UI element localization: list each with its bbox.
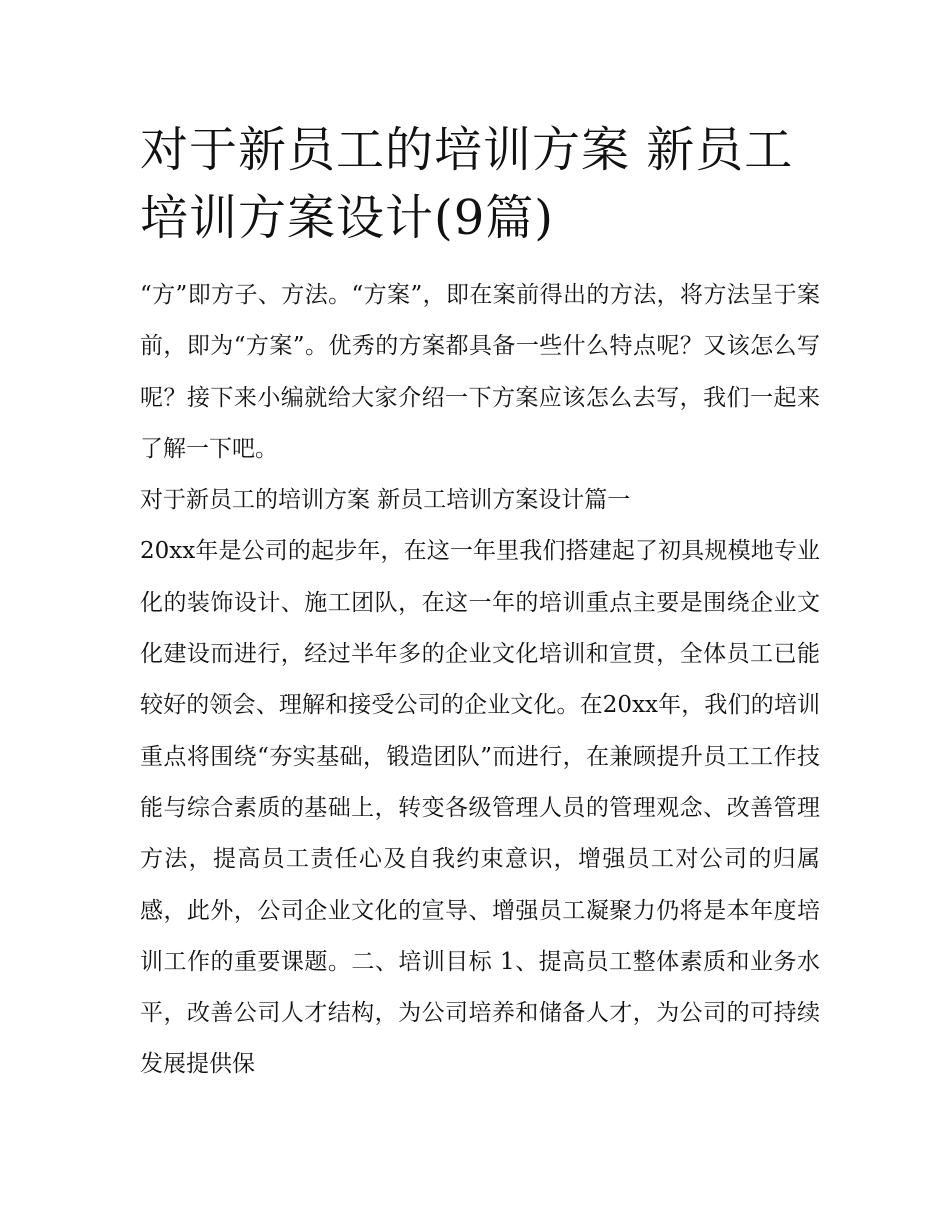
document-content <box>140 116 820 1091</box>
intro-paragraph: “方”即方子、方法。“方案”，即在案前得出的方法，将方法呈于案前，即为“方案”。优秀的方案都具备一些什么特点呢？又该怎么写呢？接下来小编就给大家介绍一下方案应该怎么去写，我们一起来了解一下吧。 <box>140 282 820 462</box>
document-title: 对于新员工的培训方案 新员工培训方案设计(9篇) <box>140 122 794 246</box>
body-paragraph: 20xx年是公司的起步年，在这一年里我们搭建起了初具规模地专业化的装饰设计、施工团队，在这一年的培训重点主要是围绕企业文化建设而进行，经过半年多的企业文化培训和宣贯，全体员工已能较好的领会、理解和接受公司的企业文化。在20xx年，我们的培训重点将围绕“夯实基础，锻造团队”而进行，在兼顾提升员工工作技能与综合素质的基础上，转变各级管理人员的管理观念、改善管理方法，提高员工责任心及自我约束意识，增强员工对公司的归属感，此外，公司企业文化的宣导、增强员工凝聚力仍将是本年度培训工作的重要课题。二、培训目标 1、提高员工整体素质和业务水平，改善公司人才结构，为公司培养和储备人才，为公司的可持续发展提供保 <box>140 538 820 1078</box>
section-heading: 对于新员工的培训方案 新员工培训方案设计篇一 <box>140 487 631 514</box>
